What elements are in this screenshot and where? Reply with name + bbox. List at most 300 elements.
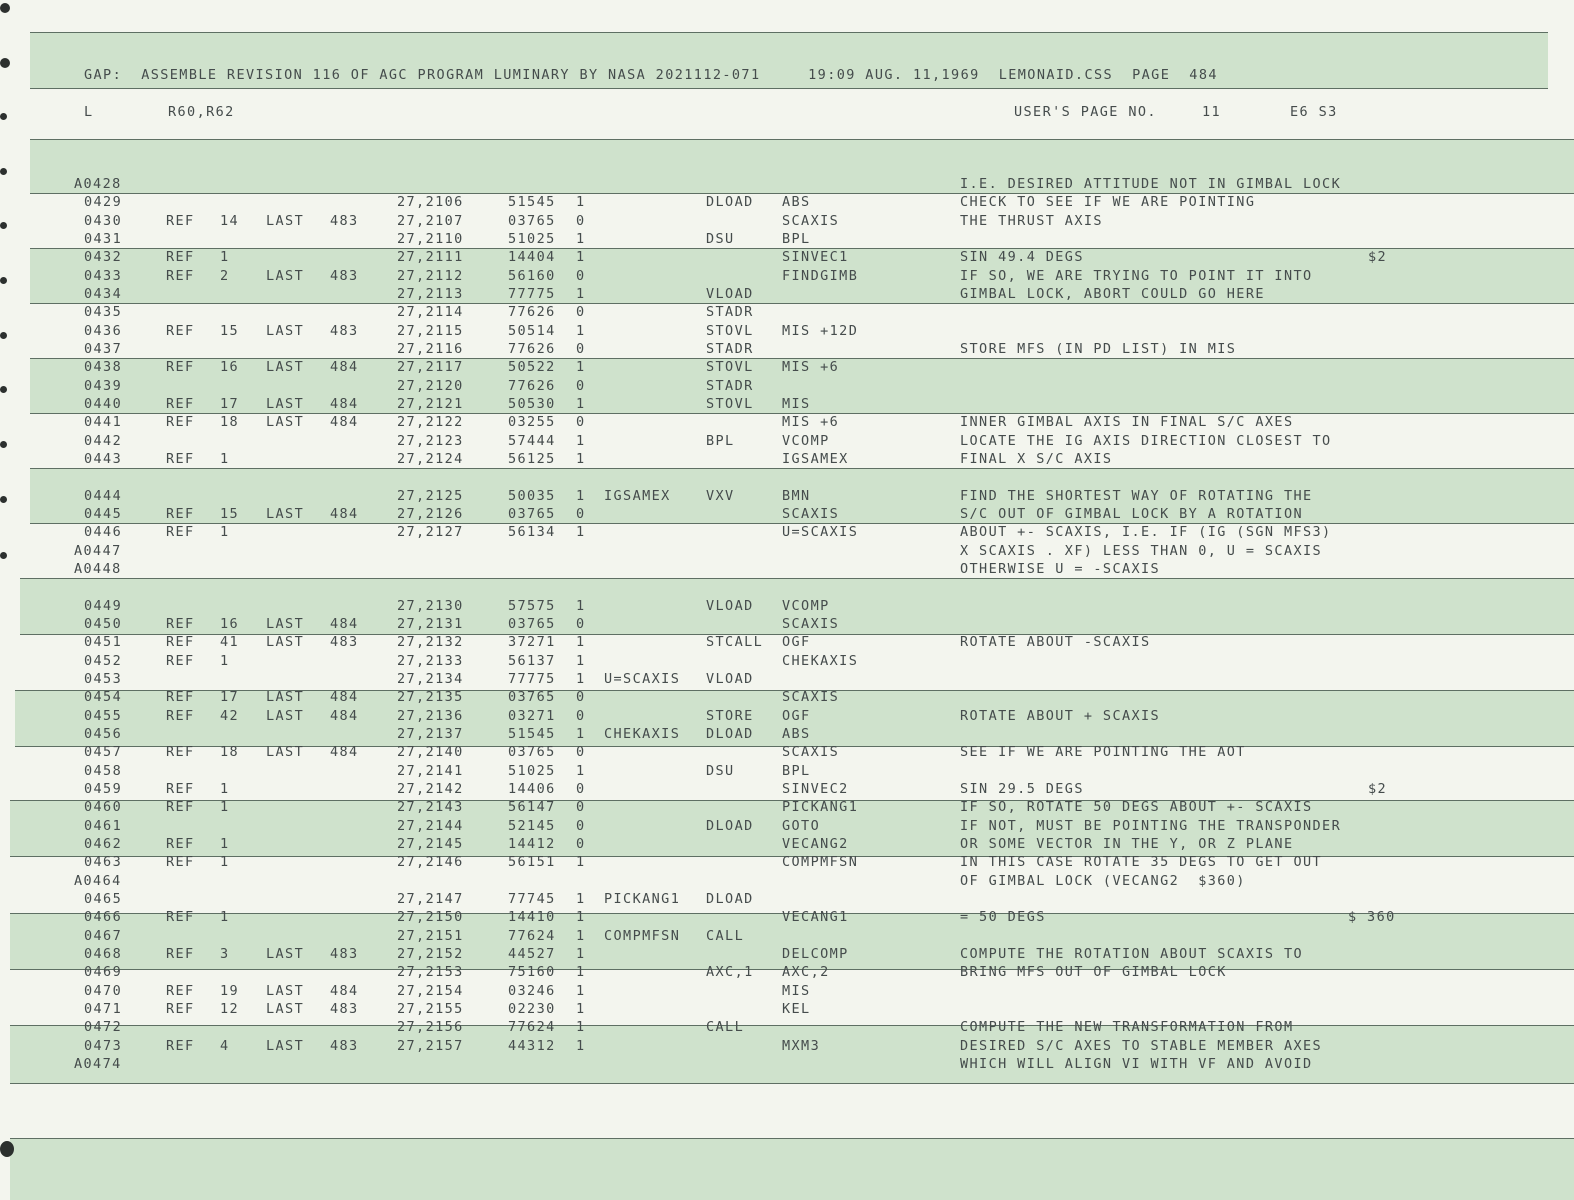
- opcode: DLOAD: [706, 194, 754, 210]
- line-number: 0471: [84, 1001, 123, 1017]
- ref-count: 1: [220, 836, 230, 852]
- ref-keyword: REF: [166, 854, 195, 870]
- ref-keyword: REF: [166, 451, 195, 467]
- line-number: 0453: [84, 671, 123, 687]
- parity-bit: 1: [576, 359, 586, 375]
- line-number: 0449: [84, 598, 123, 614]
- opcode: STOVL: [706, 396, 754, 412]
- ref-count: 16: [220, 359, 240, 375]
- opcode: STADR: [706, 378, 754, 394]
- comment: DESIRED S/C AXES TO STABLE MEMBER AXES: [960, 1038, 1323, 1054]
- listing-row: [0, 249, 1574, 267]
- address: 27,2135: [397, 689, 464, 705]
- line-number: 0439: [84, 378, 123, 394]
- scale-flag: $2: [1368, 249, 1388, 265]
- ref-count: 1: [220, 249, 230, 265]
- label: COMPMFSN: [604, 928, 681, 944]
- listing-row: [0, 488, 1574, 506]
- octal-word: 50035: [508, 488, 556, 504]
- listing-row: [0, 176, 1574, 194]
- opcode: DLOAD: [706, 818, 754, 834]
- listing-row: [0, 543, 1574, 561]
- line-number: 0452: [84, 653, 123, 669]
- opcode: BPL: [706, 433, 735, 449]
- label: CHEKAXIS: [604, 726, 681, 742]
- last-page: 484: [330, 708, 359, 724]
- ref-count: 14: [220, 213, 240, 229]
- comment: IF SO, ROTATE 50 DEGS ABOUT +- SCAXIS: [960, 799, 1313, 815]
- ref-keyword: REF: [166, 946, 195, 962]
- octal-word: 14410: [508, 909, 556, 925]
- octal-word: 03271: [508, 708, 556, 724]
- address: 27,2110: [397, 231, 464, 247]
- parity-bit: 1: [576, 231, 586, 247]
- octal-word: 14406: [508, 781, 556, 797]
- line-number: A0447: [74, 543, 122, 559]
- listing-row: [0, 579, 1574, 597]
- listing-row: [0, 964, 1574, 982]
- address: 27,2157: [397, 1038, 464, 1054]
- line-number: 0438: [84, 359, 123, 375]
- ref-keyword: REF: [166, 323, 195, 339]
- last-keyword: LAST: [266, 359, 305, 375]
- line-number: A0464: [74, 873, 122, 889]
- address: 27,2147: [397, 891, 464, 907]
- listing-row: [0, 781, 1574, 799]
- users-page-number: 11: [1202, 104, 1222, 120]
- listing-row: [0, 616, 1574, 634]
- operand: IGSAMEX: [782, 451, 849, 467]
- ref-keyword: REF: [166, 781, 195, 797]
- octal-word: 44312: [508, 1038, 556, 1054]
- listing-row: [0, 414, 1574, 432]
- comment: ROTATE ABOUT + SCAXIS: [960, 708, 1161, 724]
- last-page: 484: [330, 616, 359, 632]
- listing-row: [0, 946, 1574, 964]
- operand: COMPMFSN: [782, 854, 859, 870]
- parity-bit: 1: [576, 891, 586, 907]
- ref-count: 41: [220, 634, 240, 650]
- parity-bit: 1: [576, 726, 586, 742]
- parity-bit: 1: [576, 249, 586, 265]
- opcode: CALL: [706, 1019, 745, 1035]
- last-keyword: LAST: [266, 616, 305, 632]
- ref-count: 17: [220, 689, 240, 705]
- opcode: DLOAD: [706, 726, 754, 742]
- ref-count: 19: [220, 983, 240, 999]
- comment: COMPUTE THE ROTATION ABOUT SCAXIS TO: [960, 946, 1303, 962]
- label: U=SCAXIS: [604, 671, 681, 687]
- last-keyword: LAST: [266, 708, 305, 724]
- comment: THE THRUST AXIS: [960, 213, 1103, 229]
- address: 27,2154: [397, 983, 464, 999]
- parity-bit: 0: [576, 341, 586, 357]
- listing-row: [0, 451, 1574, 469]
- operand: MIS +6: [782, 414, 840, 430]
- ref-keyword: REF: [166, 268, 195, 284]
- operand: OGF: [782, 634, 811, 650]
- address: 27,2117: [397, 359, 464, 375]
- operand: MXM3: [782, 1038, 821, 1054]
- listing-row: [0, 653, 1574, 671]
- comment: ABOUT +- SCAXIS, I.E. IF (IG (SGN MFS3): [960, 524, 1332, 540]
- opcode: CALL: [706, 928, 745, 944]
- operand: OGF: [782, 708, 811, 724]
- comment: COMPUTE THE NEW TRANSFORMATION FROM: [960, 1019, 1294, 1035]
- address: 27,2133: [397, 653, 464, 669]
- octal-word: 57444: [508, 433, 556, 449]
- comment: SEE IF WE ARE POINTING THE AOT: [960, 744, 1246, 760]
- last-keyword: LAST: [266, 634, 305, 650]
- listing-row: [0, 378, 1574, 396]
- line-number: 0455: [84, 708, 123, 724]
- comment: OR SOME VECTOR IN THE Y, OR Z PLANE: [960, 836, 1294, 852]
- operand: AXC,2: [782, 964, 830, 980]
- ref-keyword: REF: [166, 414, 195, 430]
- octal-word: 52145: [508, 818, 556, 834]
- comment: STORE MFS (IN PD LIST) IN MIS: [960, 341, 1237, 357]
- parity-bit: 0: [576, 689, 586, 705]
- octal-word: 03765: [508, 616, 556, 632]
- last-page: 483: [330, 1038, 359, 1054]
- parity-bit: 1: [576, 928, 586, 944]
- header-job: LEMONAID.CSS: [998, 67, 1114, 83]
- ref-count: 1: [220, 653, 230, 669]
- octal-word: 77624: [508, 928, 556, 944]
- listing-row: [0, 194, 1574, 212]
- header-title: ASSEMBLE REVISION 116 OF AGC PROGRAM LUMINARY BY NASA 2021112-071: [141, 67, 761, 83]
- operand: MIS +12D: [782, 323, 859, 339]
- line-number: 0465: [84, 891, 123, 907]
- octal-word: 03246: [508, 983, 556, 999]
- address: 27,2142: [397, 781, 464, 797]
- ref-keyword: REF: [166, 249, 195, 265]
- line-number: 0458: [84, 763, 123, 779]
- header-page-number: 484: [1189, 67, 1218, 83]
- line-number: 0437: [84, 341, 123, 357]
- operand: VCOMP: [782, 433, 830, 449]
- octal-word: 14412: [508, 836, 556, 852]
- listing-row: [0, 506, 1574, 524]
- parity-bit: 0: [576, 818, 586, 834]
- operand: SCAXIS: [782, 689, 840, 705]
- listing-row: [0, 396, 1574, 414]
- parity-bit: 1: [576, 964, 586, 980]
- comment: GIMBAL LOCK, ABORT COULD GO HERE: [960, 286, 1265, 302]
- octal-word: 56151: [508, 854, 556, 870]
- listing-row: [0, 763, 1574, 781]
- comment: IN THIS CASE ROTATE 35 DEGS TO GET OUT: [960, 854, 1323, 870]
- address: 27,2123: [397, 433, 464, 449]
- scale-flag: $ 360: [1348, 909, 1396, 925]
- ref-keyword: REF: [166, 653, 195, 669]
- last-page: 483: [330, 634, 359, 650]
- address: 27,2140: [397, 744, 464, 760]
- parity-bit: 0: [576, 781, 586, 797]
- operand: ABS: [782, 726, 811, 742]
- octal-word: 77626: [508, 341, 556, 357]
- listing-row: [0, 836, 1574, 854]
- address: 27,2106: [397, 194, 464, 210]
- octal-word: 56160: [508, 268, 556, 284]
- ref-count: 18: [220, 744, 240, 760]
- line-number: 0459: [84, 781, 123, 797]
- ref-count: 4: [220, 1038, 230, 1054]
- parity-bit: 1: [576, 286, 586, 302]
- ref-count: 17: [220, 396, 240, 412]
- parity-bit: 1: [576, 909, 586, 925]
- operand: U=SCAXIS: [782, 524, 859, 540]
- octal-word: 77775: [508, 671, 556, 687]
- line-number: 0461: [84, 818, 123, 834]
- operand: DELCOMP: [782, 946, 849, 962]
- address: 27,2111: [397, 249, 464, 265]
- octal-word: 57575: [508, 598, 556, 614]
- line-number: A0474: [74, 1056, 122, 1072]
- listing-row: [0, 231, 1574, 249]
- last-page: 484: [330, 744, 359, 760]
- line-number: 0436: [84, 323, 123, 339]
- comment: IF NOT, MUST BE POINTING THE TRANSPONDER: [960, 818, 1342, 834]
- listing-row: [0, 1056, 1574, 1074]
- octal-word: 03765: [508, 506, 556, 522]
- line-number: A0428: [74, 176, 122, 192]
- opcode: DSU: [706, 231, 735, 247]
- comment: WHICH WILL ALIGN VI WITH VF AND AVOID: [960, 1056, 1313, 1072]
- line-number: A0448: [74, 561, 122, 577]
- octal-word: 50514: [508, 323, 556, 339]
- last-keyword: LAST: [266, 414, 305, 430]
- listing-row: [0, 323, 1574, 341]
- address: 27,2137: [397, 726, 464, 742]
- comment: IF SO, WE ARE TRYING TO POINT IT INTO: [960, 268, 1313, 284]
- line-number: 0434: [84, 286, 123, 302]
- octal-word: 56147: [508, 799, 556, 815]
- users-page-label: USER'S PAGE NO.: [1014, 104, 1157, 120]
- parity-bit: 1: [576, 634, 586, 650]
- comment: ROTATE ABOUT -SCAXIS: [960, 634, 1151, 650]
- parity-bit: 0: [576, 213, 586, 229]
- sheet-code: E6 S3: [1290, 104, 1338, 120]
- listing-row: [0, 286, 1574, 304]
- address: 27,2121: [397, 396, 464, 412]
- address: 27,2152: [397, 946, 464, 962]
- last-page: 483: [330, 268, 359, 284]
- line-number: 0460: [84, 799, 123, 815]
- comment: FINAL X S/C AXIS: [960, 451, 1113, 467]
- line-number: 0445: [84, 506, 123, 522]
- ref-count: 1: [220, 854, 230, 870]
- parity-bit: 1: [576, 451, 586, 467]
- ref-count: 1: [220, 451, 230, 467]
- opcode: STOVL: [706, 323, 754, 339]
- header-timestamp: 19:09 AUG. 11,1969: [808, 67, 980, 83]
- octal-word: 03765: [508, 744, 556, 760]
- label: PICKANG1: [604, 891, 681, 907]
- parity-bit: 1: [576, 854, 586, 870]
- ref-count: 12: [220, 1001, 240, 1017]
- parity-bit: 1: [576, 1001, 586, 1017]
- ref-keyword: REF: [166, 836, 195, 852]
- listing-row: [0, 304, 1574, 322]
- comment: OF GIMBAL LOCK (VECANG2 $360): [960, 873, 1246, 889]
- parity-bit: 1: [576, 983, 586, 999]
- operand: MIS: [782, 396, 811, 412]
- last-keyword: LAST: [266, 323, 305, 339]
- ref-keyword: REF: [166, 708, 195, 724]
- address: 27,2145: [397, 836, 464, 852]
- listing-row: [0, 909, 1574, 927]
- address: 27,2116: [397, 341, 464, 357]
- line-number: 0435: [84, 304, 123, 320]
- ref-count: 1: [220, 909, 230, 925]
- ref-count: 15: [220, 506, 240, 522]
- parity-bit: 1: [576, 598, 586, 614]
- line-number: 0444: [84, 488, 123, 504]
- parity-bit: 1: [576, 396, 586, 412]
- ref-count: 18: [220, 414, 240, 430]
- address: 27,2143: [397, 799, 464, 815]
- operand: BMN: [782, 488, 811, 504]
- line-number: 0470: [84, 983, 123, 999]
- opcode: VLOAD: [706, 598, 754, 614]
- opcode: VLOAD: [706, 286, 754, 302]
- last-keyword: LAST: [266, 689, 305, 705]
- parity-bit: 1: [576, 1019, 586, 1035]
- last-keyword: LAST: [266, 1038, 305, 1054]
- address: 27,2130: [397, 598, 464, 614]
- parity-bit: 1: [576, 323, 586, 339]
- last-page: 484: [330, 359, 359, 375]
- listing-row: [0, 708, 1574, 726]
- opcode: STORE: [706, 708, 754, 724]
- last-page: 483: [330, 1001, 359, 1017]
- octal-word: 56125: [508, 451, 556, 467]
- address: 27,2126: [397, 506, 464, 522]
- comment: S/C OUT OF GIMBAL LOCK BY A ROTATION: [960, 506, 1303, 522]
- line-number: 0432: [84, 249, 123, 265]
- operand: FINDGIMB: [782, 268, 859, 284]
- listing-row: [0, 634, 1574, 652]
- opcode: STADR: [706, 304, 754, 320]
- comment: SIN 49.4 DEGS: [960, 249, 1084, 265]
- ref-keyword: REF: [166, 799, 195, 815]
- parity-bit: 0: [576, 708, 586, 724]
- line-number: 0469: [84, 964, 123, 980]
- octal-word: 51545: [508, 726, 556, 742]
- operand: SCAXIS: [782, 213, 840, 229]
- line-number: 0433: [84, 268, 123, 284]
- parity-bit: 1: [576, 1038, 586, 1054]
- ref-count: 3: [220, 946, 230, 962]
- listing-row: [0, 359, 1574, 377]
- listing-row: [0, 689, 1574, 707]
- parity-bit: 0: [576, 414, 586, 430]
- operand: PICKANG1: [782, 799, 859, 815]
- address: 27,2107: [397, 213, 464, 229]
- ref-count: 16: [220, 616, 240, 632]
- listing-row: [0, 671, 1574, 689]
- ref-count: 1: [220, 799, 230, 815]
- routine-name: R60,R62: [168, 104, 235, 120]
- mode-code: L: [84, 104, 94, 120]
- last-keyword: LAST: [266, 213, 305, 229]
- listing-row: [0, 744, 1574, 762]
- listing-row: [0, 524, 1574, 542]
- line-number: 0468: [84, 946, 123, 962]
- opcode: DLOAD: [706, 891, 754, 907]
- parity-bit: 1: [576, 488, 586, 504]
- address: 27,2122: [397, 414, 464, 430]
- address: 27,2134: [397, 671, 464, 687]
- comment: LOCATE THE IG AXIS DIRECTION CLOSEST TO: [960, 433, 1332, 449]
- operand: SINVEC2: [782, 781, 849, 797]
- octal-word: 03765: [508, 213, 556, 229]
- header-page-label: PAGE: [1132, 67, 1171, 83]
- listing-row: [0, 873, 1574, 891]
- last-keyword: LAST: [266, 268, 305, 284]
- operand: VECANG1: [782, 909, 849, 925]
- address: 27,2150: [397, 909, 464, 925]
- address: 27,2131: [397, 616, 464, 632]
- parity-bit: 1: [576, 763, 586, 779]
- ref-count: 15: [220, 323, 240, 339]
- listing-row: [0, 341, 1574, 359]
- ref-keyword: REF: [166, 396, 195, 412]
- ref-count: 42: [220, 708, 240, 724]
- octal-word: 03765: [508, 689, 556, 705]
- octal-word: 77626: [508, 378, 556, 394]
- line-number: 0472: [84, 1019, 123, 1035]
- octal-word: 50522: [508, 359, 556, 375]
- listing-row: [0, 854, 1574, 872]
- line-number: 0467: [84, 928, 123, 944]
- line-number: 0451: [84, 634, 123, 650]
- line-number: 0466: [84, 909, 123, 925]
- octal-word: 77626: [508, 304, 556, 320]
- line-number: 0431: [84, 231, 123, 247]
- octal-word: 56137: [508, 653, 556, 669]
- opcode: STCALL: [706, 634, 764, 650]
- operand: KEL: [782, 1001, 811, 1017]
- operand: MIS: [782, 983, 811, 999]
- listing-row: [0, 213, 1574, 231]
- operand: VCOMP: [782, 598, 830, 614]
- last-page: 484: [330, 396, 359, 412]
- parity-bit: 1: [576, 946, 586, 962]
- address: 27,2141: [397, 763, 464, 779]
- operand: MIS +6: [782, 359, 840, 375]
- operand: SCAXIS: [782, 744, 840, 760]
- listing-row: [0, 983, 1574, 1001]
- line-number: 0457: [84, 744, 123, 760]
- parity-bit: 0: [576, 744, 586, 760]
- last-page: 484: [330, 414, 359, 430]
- parity-bit: 0: [576, 268, 586, 284]
- ref-keyword: REF: [166, 616, 195, 632]
- line-number: 0429: [84, 194, 123, 210]
- last-page: 484: [330, 689, 359, 705]
- ref-keyword: REF: [166, 744, 195, 760]
- last-page: 484: [330, 506, 359, 522]
- comment: I.E. DESIRED ATTITUDE NOT IN GIMBAL LOCK: [960, 176, 1342, 192]
- parity-bit: 0: [576, 616, 586, 632]
- octal-word: 14404: [508, 249, 556, 265]
- comment: FIND THE SHORTEST WAY OF ROTATING THE: [960, 488, 1313, 504]
- octal-word: 75160: [508, 964, 556, 980]
- octal-word: 51025: [508, 231, 556, 247]
- octal-word: 77624: [508, 1019, 556, 1035]
